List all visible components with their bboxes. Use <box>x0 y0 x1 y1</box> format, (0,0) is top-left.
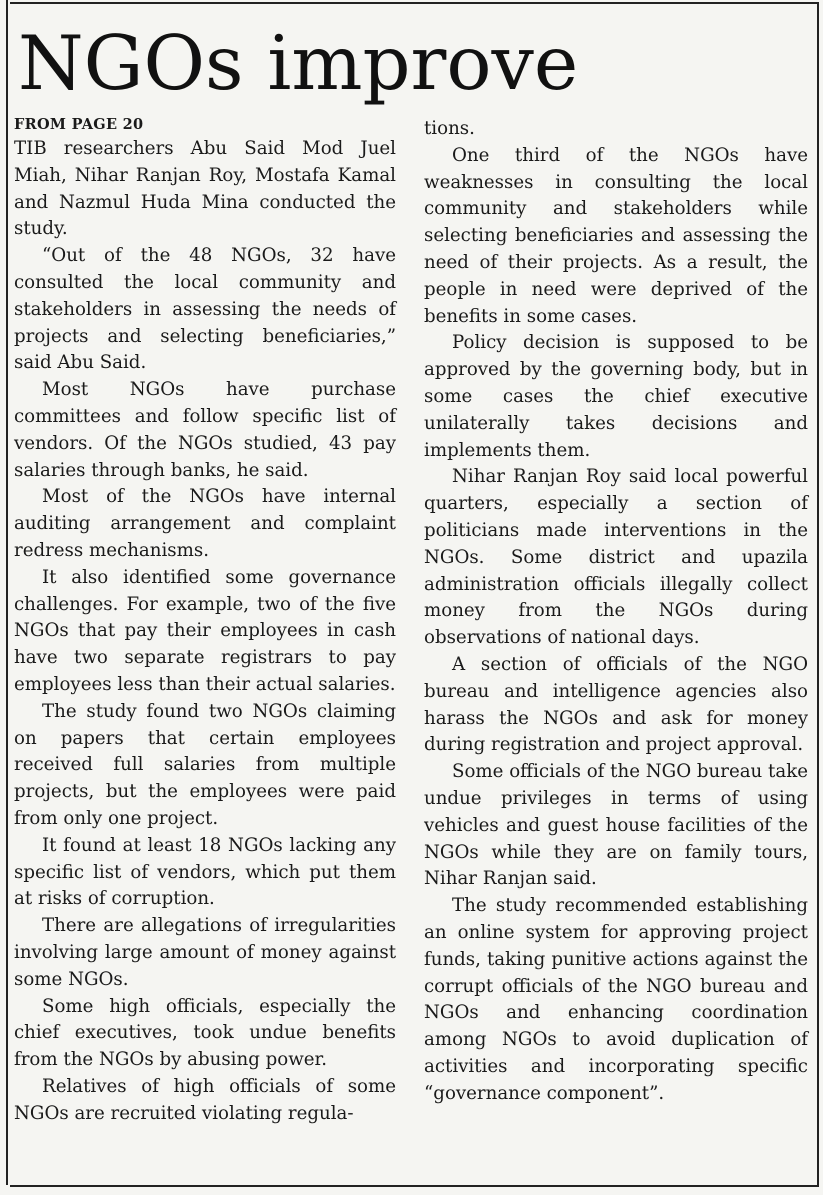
paragraph: Relatives of high officials of some NGOs are recruited violating regula- <box>14 1075 396 1124</box>
top-rule <box>10 2 819 4</box>
paragraph: A section of officials of the NGO bureau and intelligence agencies also harass the NGOs and ask for money during registration and project approval. <box>424 653 808 756</box>
headline: NGOs improve <box>18 19 579 107</box>
bottom-rule <box>10 1185 819 1187</box>
paragraph: One third of the NGOs have weaknesses in consulting the local community and stakeholders while selecting beneficiaries and assessing the need of their projects. As a result, the people in need were deprived of the benefits in some cases. <box>424 144 808 327</box>
right-rule <box>817 2 819 1185</box>
paragraph: Most NGOs have purchase committees and follow specific list of vendors. Of the NGOs studied, 43 pay salaries through banks, he said. <box>14 379 396 481</box>
paragraph: Some officials of the NGO bureau take undue privileges in terms of using vehicles and guest house facilities of the NGOs while they are on family tours, Nihar Ranjan said. <box>424 761 808 890</box>
paragraph: Nihar Ranjan Roy said local powerful quarters, especially a section of politicians made interventions in the NGOs. Some district and upazila administration officials illegally collect money from the NGOs during observations of national days. <box>424 466 808 649</box>
paragraph-continued: tions. <box>424 118 475 139</box>
paragraph: TIB researchers Abu Said Mod Juel Miah, Nihar Ranjan Roy, Mostafa Kamal and Nazmul Huda Mina conducted the study. <box>14 138 396 240</box>
from-page-label: FROM PAGE 20 <box>14 116 144 133</box>
paragraph: The study recommended establishing an online system for approving project funds, taking punitive actions against the corrupt officials of the NGO bureau and NGOs and enhancing coordination among NGOs to avoid duplication of activities and incorporating specific “governance component”. <box>424 895 808 1104</box>
paragraph: Some high officials, especially the chief executives, took undue benefits from the NGOs by abusing power. <box>14 995 396 1071</box>
paragraph: Policy decision is supposed to be approved by the governing body, but in some cases the chief executive unilaterally takes decisions and implements them. <box>424 332 808 461</box>
left-column <box>14 116 396 1127</box>
paragraph: There are allegations of irregularities involving large amount of money against some NGOs. <box>14 915 396 990</box>
right-column <box>424 116 808 1107</box>
paragraph: The study found two NGOs claiming on papers that certain employees received full salaries from multiple projects, but the employees were paid from only one project. <box>14 700 396 829</box>
paragraph: It also identified some governance challenges. For example, two of the five NGOs that pay their employees in cash have two separate registrars to pay employees less than their actual salaries. <box>14 566 396 695</box>
paragraph: Most of the NGOs have internal auditing arrangement and complaint redress mechanisms. <box>14 486 396 561</box>
left-rule <box>6 0 8 1185</box>
paragraph: It found at least 18 NGOs lacking any specific list of vendors, which put them at risks of corruption. <box>14 834 396 910</box>
paragraph: “Out of the 48 NGOs, 32 have consulted the local community and stakeholders in assessing the needs of projects and selecting beneficiaries,” said Abu Said. <box>14 245 396 374</box>
